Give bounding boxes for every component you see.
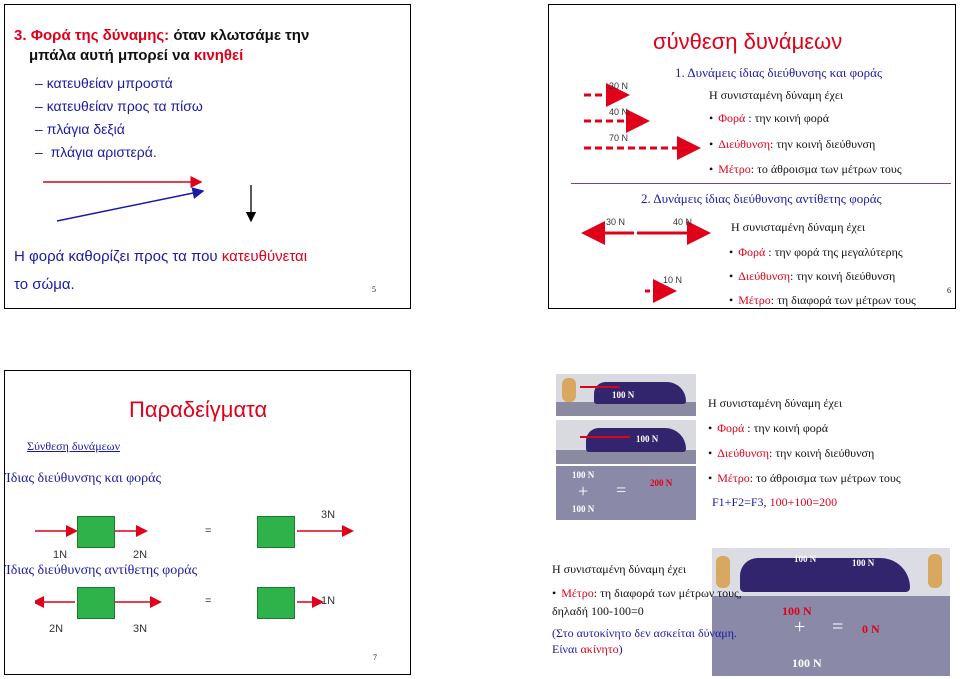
s1-bullet: • Φορά : την κοινή φορά bbox=[709, 111, 829, 126]
divider-line bbox=[571, 183, 951, 184]
force-label: 2N bbox=[133, 549, 148, 561]
slide7-row2-label: Ίδιας διεύθυνσης αντίθετης φοράς bbox=[5, 563, 198, 578]
mass-box bbox=[77, 587, 115, 619]
mass-box bbox=[257, 516, 295, 548]
force-label: 40 N bbox=[673, 217, 693, 227]
s2-title: 2. Δυνάμεις ίδιας διεύθυνσης αντίθετης φοράς bbox=[641, 191, 882, 206]
slide-7 bbox=[4, 370, 411, 675]
mass-box bbox=[77, 516, 115, 548]
s2-sub: Η συνισταμένη δύναμη έχει bbox=[731, 220, 866, 234]
s2-bullet: • Μέτρο: τη διαφορά των μέτρων τους bbox=[729, 293, 916, 308]
force-label: 2N bbox=[49, 623, 64, 635]
mass-box bbox=[257, 587, 295, 619]
page-number: 7 bbox=[373, 653, 377, 662]
s9-sub: Η συνισταμένη δύναμη έχει bbox=[552, 562, 687, 576]
slide-5 bbox=[4, 4, 411, 309]
force-label: 10 N bbox=[663, 275, 683, 285]
slide6-arrows-bottom bbox=[579, 215, 729, 305]
page-number: 5 bbox=[372, 285, 376, 294]
car-scene: 100 N 100 N 100 N + = 0 N 100 N bbox=[712, 548, 950, 676]
force-label: 1N bbox=[321, 595, 336, 607]
s2-bullet: • Διεύθυνση: την κοινή διεύθυνση bbox=[729, 269, 895, 284]
s9-line2: δηλαδή 100-100=0 bbox=[552, 604, 644, 618]
s1-bullet: • Μέτρο: το άθροισμα των μέτρων τους bbox=[709, 162, 902, 177]
slide7-row1-label: Ίδιας διεύθυνσης και φοράς bbox=[5, 471, 162, 486]
force-label: 40 N bbox=[609, 107, 629, 117]
slide5-item: – κατευθείαν μπροστά bbox=[35, 75, 173, 91]
slide6-title: σύνθεση δυνάμεων bbox=[653, 29, 843, 54]
force-label: 100 N bbox=[612, 390, 635, 400]
force-label: 100 N bbox=[636, 434, 659, 444]
arrow-diagonal bbox=[57, 191, 203, 221]
force-label: 30 N bbox=[606, 217, 626, 227]
force-label: 30 N bbox=[609, 81, 629, 91]
slide-6 bbox=[548, 4, 956, 309]
s9-bullet: • Μέτρο: τη διαφορά των μέτρων τους, bbox=[552, 586, 742, 601]
person-right bbox=[928, 554, 942, 588]
s1-sub: Η συνισταμένη δύναμη έχει bbox=[709, 88, 844, 102]
person-pushing bbox=[562, 378, 576, 402]
sum-panel: 100 N + = 0 N 100 N bbox=[712, 596, 950, 676]
slide6-arrows-top bbox=[569, 77, 709, 187]
car-panel bbox=[556, 374, 696, 416]
slide7-link[interactable]: Σύνθεση δυνάμεων bbox=[27, 439, 120, 453]
force-label: 70 N bbox=[609, 133, 629, 143]
slide-9 bbox=[548, 548, 956, 676]
eq-sign: = bbox=[205, 525, 212, 537]
slide5-heading: 3. Φορά της δύναμης: όταν κλωτσάμε την bbox=[14, 27, 310, 44]
eq-sign: = bbox=[205, 595, 212, 607]
s1-bullet: • Διεύθυνση: την κοινή διεύθυνση bbox=[709, 137, 875, 152]
force-label: 3N bbox=[133, 623, 148, 635]
slide5-footer-line2: το σώμα. bbox=[14, 276, 75, 293]
person-left bbox=[716, 556, 730, 588]
slide7-title: Παραδείγματα bbox=[129, 397, 268, 422]
slide5-heading-line2: μπάλα αυτή μπορεί να κινηθεί bbox=[29, 47, 244, 64]
s8-formula: F1+F2=F3, 100+100=200 bbox=[712, 495, 838, 509]
slide5-item: – πλάγια αριστερά. bbox=[35, 144, 157, 160]
force-label: 3N bbox=[321, 509, 336, 521]
slide5-footer: Η φορά καθορίζει προς τα που κατευθύνεται bbox=[14, 248, 308, 265]
s2-bullet: • Φορά : την φορά της μεγαλύτερης bbox=[729, 245, 903, 260]
slide5-item: – πλάγια δεξιά bbox=[35, 121, 125, 137]
s8-sub: Η συνισταμένη δύναμη έχει bbox=[708, 396, 843, 410]
direction-arrows bbox=[5, 165, 305, 235]
s8-bullet: • Διεύθυνση: την κοινή διεύθυνση bbox=[708, 446, 874, 461]
force-label: 1N bbox=[53, 549, 68, 561]
slide5-item: – κατευθείαν προς τα πίσω bbox=[35, 98, 203, 114]
car-panel bbox=[556, 420, 696, 464]
s8-bullet: • Φορά : την κοινή φορά bbox=[708, 421, 828, 436]
s1-title: 1. Δυνάμεις ίδιας διεύθυνσης και φοράς bbox=[675, 65, 883, 80]
car-icon bbox=[740, 558, 910, 592]
s9-note-line2: Είναι ακίνητο) bbox=[552, 642, 623, 656]
slide-8 bbox=[548, 370, 956, 520]
s8-bullet: • Μέτρο: το άθροισμα των μέτρων τους bbox=[708, 471, 901, 486]
s9-note: (Στο αυτοκίνητο δεν ασκείται δύναμη. bbox=[552, 626, 737, 640]
page-number: 6 bbox=[947, 286, 951, 295]
sum-panel: 100 N + 100 N = 200 N bbox=[556, 466, 696, 520]
